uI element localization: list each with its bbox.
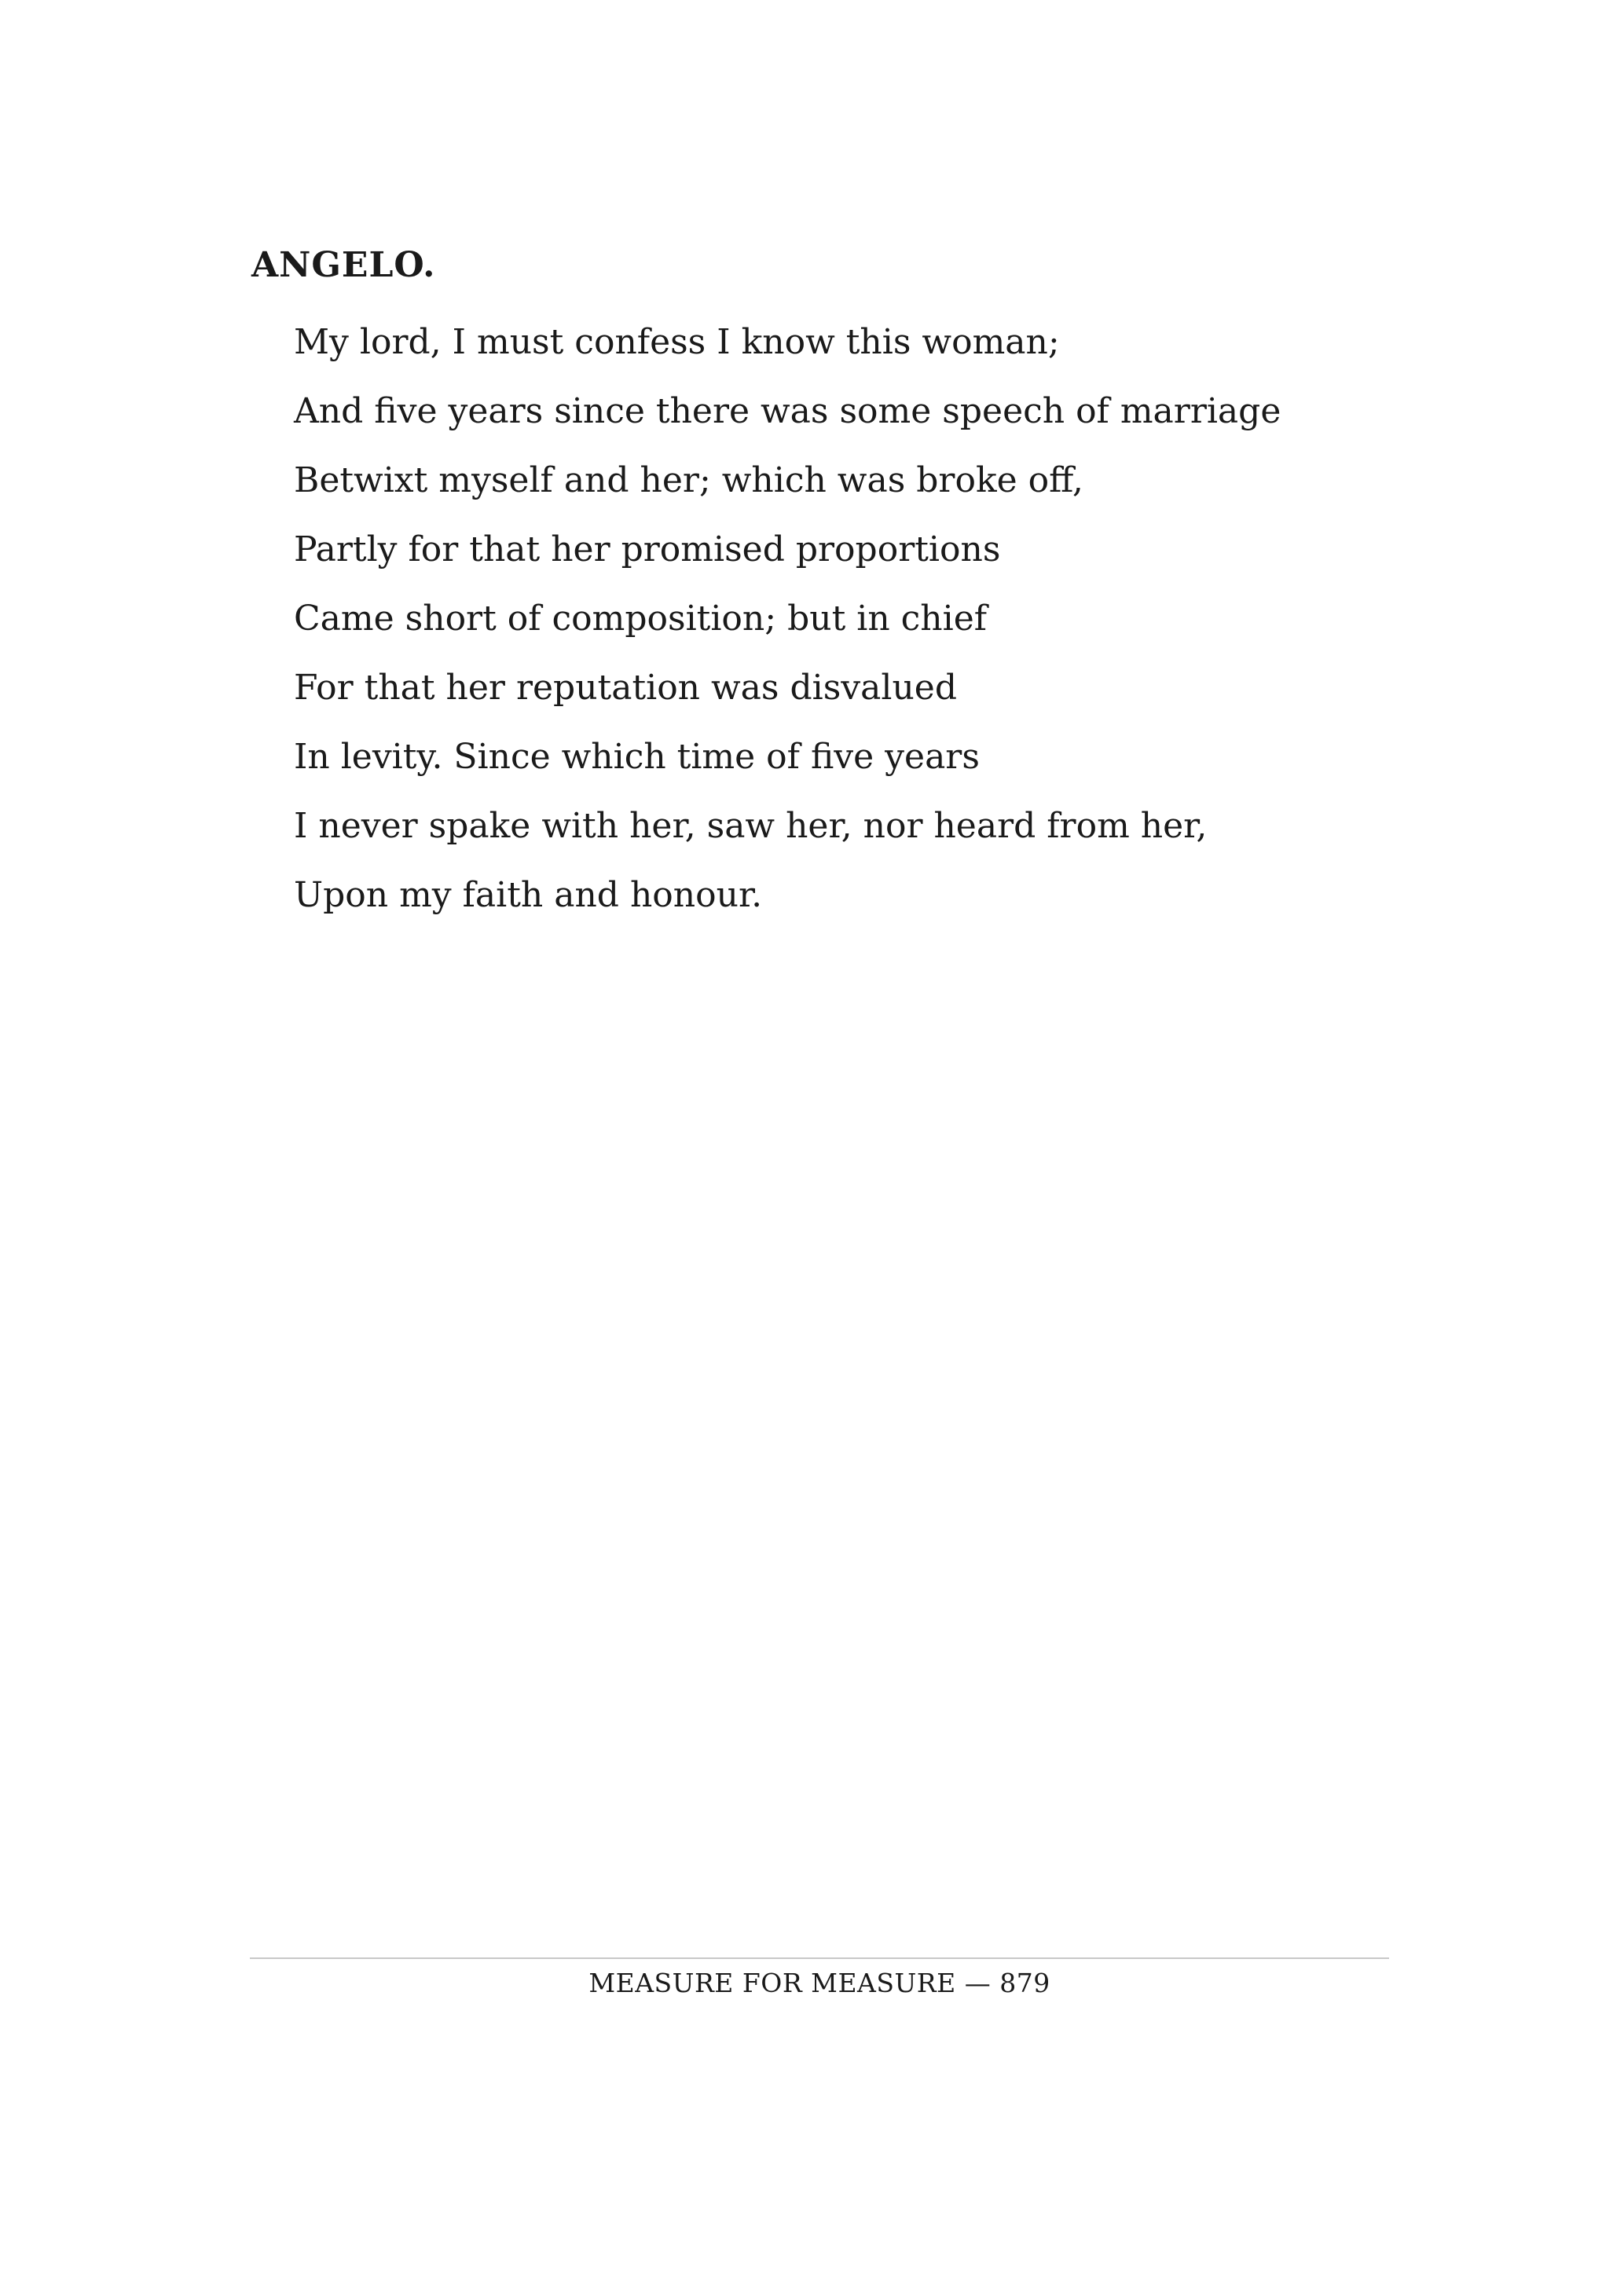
footer-divider [250, 1957, 1389, 1959]
verse-line: And five years since there was some speech of marriage [294, 391, 1281, 431]
verse-line: Partly for that her promised proportions [294, 529, 1001, 569]
verse-line: I never spake with her, saw her, nor heard from her, [294, 806, 1208, 846]
verse-line: For that her reputation was disvalued [294, 668, 957, 708]
verse-line: Upon my faith and honour. [294, 875, 763, 915]
speech-verse [294, 308, 1281, 930]
speaker-name: ANGELO. [251, 245, 436, 285]
page-footer: MEASURE FOR MEASURE — 879 [588, 1968, 1050, 1998]
verse-line: Betwixt myself and her; which was broke off, [294, 460, 1083, 500]
verse-line: My lord, I must confess I know this woman; [294, 322, 1060, 362]
verse-line: In levity. Since which time of five years [294, 737, 980, 777]
verse-line: Came short of composition; but in chief [294, 599, 988, 639]
